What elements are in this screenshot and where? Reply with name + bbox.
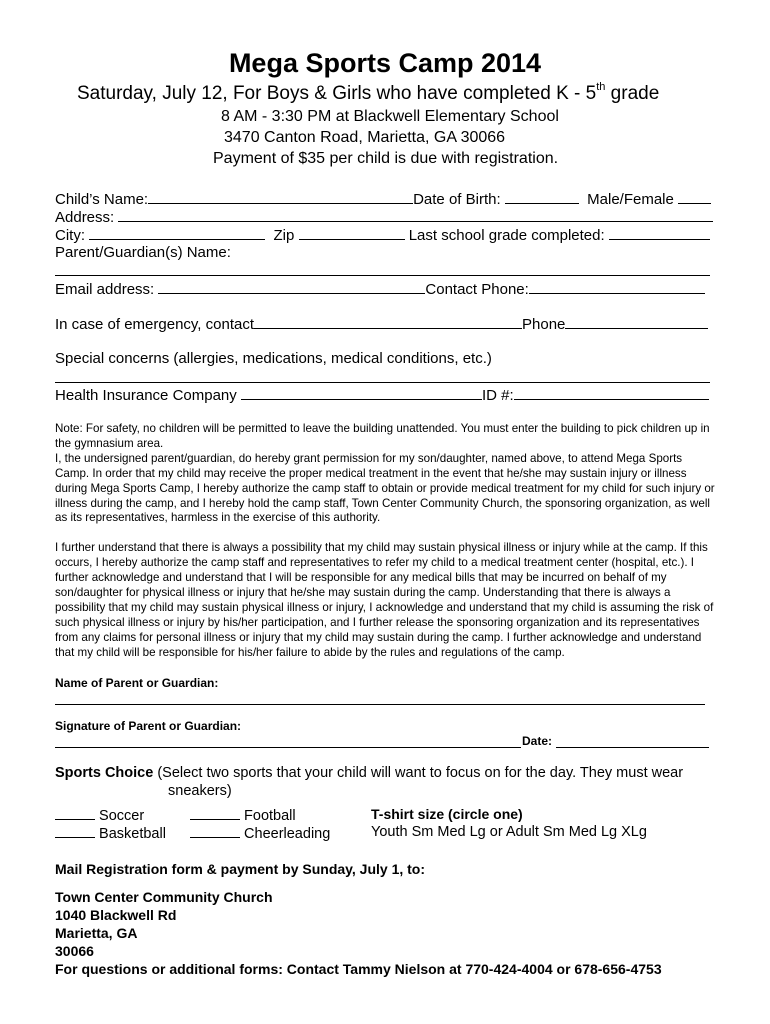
email-field[interactable]: [158, 280, 425, 294]
emergency-contact-field[interactable]: [254, 315, 522, 329]
football-option: [190, 806, 296, 824]
contact-info: For questions or additional forms: Contact Tammy Nielson at 770-424-4004 or 678-656-4753: [55, 961, 662, 977]
special-concerns-label: Special concerns (allergies, medications, medical conditions, etc.): [55, 350, 492, 367]
last-grade-label: Last school grade completed:: [408, 227, 605, 244]
subtitle-superscript: th: [596, 81, 606, 93]
dob-label: Date of Birth:: [413, 191, 501, 208]
contact-phone-field[interactable]: [529, 280, 705, 294]
parent-name-label: Name of Parent or Guardian:: [55, 676, 219, 690]
mail-org: Town Center Community Church: [55, 889, 273, 905]
subtitle-text: Saturday, July 12, For Boys & Girls who have completed K - 5: [77, 83, 597, 104]
tshirt-heading: T-shirt size (circle one): [371, 806, 523, 822]
zip-label: Zip: [273, 227, 295, 244]
child-name-row: [55, 190, 711, 208]
special-concerns-field[interactable]: [55, 382, 710, 383]
event-subtitle: [77, 83, 659, 105]
mail-zip: 30066: [55, 943, 94, 959]
sports-choice-instruction-2: sneakers): [168, 783, 232, 799]
waiver-text: [55, 422, 717, 661]
city-row: [55, 226, 710, 244]
insurance-label: Health Insurance Company: [55, 387, 237, 404]
football-label: Football: [244, 808, 296, 824]
basketball-option: [55, 824, 166, 842]
emergency-label: In case of emergency, contact: [55, 316, 254, 333]
mail-street: 1040 Blackwell Rd: [55, 907, 177, 923]
page-title: Mega Sports Camp 2014: [228, 48, 542, 78]
soccer-blank[interactable]: [55, 806, 95, 820]
signature-field[interactable]: [55, 747, 521, 748]
contact-phone-label: Contact Phone:: [425, 281, 529, 298]
emergency-phone-field[interactable]: [565, 315, 708, 329]
sports-choice-row: [55, 765, 683, 781]
dob-field[interactable]: [505, 190, 579, 204]
liability-paragraph: I further understand that there is always a possibility that my child may sustain physical illness or injury while at the camp. If this occurs, I hereby authorize the camp staff and representatives to refer my child to a medical treatment center (hospital, etc.). I further acknowledge and understand that I will be responsible for any medical bills that may be incurred on behalf of my son/daughter for physical illness or injury that he/she may sustain during the camp. Understanding that there is always a possibility that my child may sustain physical illness or injury, I acknowledge and understand that my child is assuming the risk of such physical illness or injury by his/her participation, and I further release the sponsoring organization and its representatives from any claims for personal illness or injury that my child may sustain during the camp. I further acknowledge and understand that my child will be responsible for his/her failure to abide by the rules and regulations of the camp.: [55, 541, 714, 659]
parent-names-field[interactable]: [55, 275, 710, 276]
address-field[interactable]: [118, 208, 713, 222]
emergency-row: [55, 315, 708, 333]
tshirt-options[interactable]: Youth Sm Med Lg or Adult Sm Med Lg XLg: [371, 824, 647, 840]
subtitle-grade: grade: [605, 83, 660, 104]
date-label: Date:: [522, 734, 553, 748]
gender-field[interactable]: [678, 190, 711, 204]
city-field[interactable]: [89, 226, 265, 240]
cheerleading-label: Cheerleading: [244, 826, 331, 842]
safety-note: Note: For safety, no children will be permitted to leave the building unattended. You must enter the building to pick children up in the gymnasium area.: [55, 422, 710, 450]
emergency-phone-label: Phone: [522, 316, 566, 333]
basketball-blank[interactable]: [55, 824, 95, 838]
cheerleading-blank[interactable]: [190, 824, 240, 838]
football-blank[interactable]: [190, 806, 240, 820]
gender-label: Male/Female: [587, 191, 674, 208]
soccer-option: [55, 806, 144, 824]
parent-names-label: Parent/Guardian(s) Name:: [55, 244, 231, 261]
basketball-label: Basketball: [99, 826, 166, 842]
date-field[interactable]: [556, 747, 709, 748]
soccer-label: Soccer: [99, 808, 145, 824]
parent-name-field[interactable]: [55, 704, 705, 705]
last-grade-field[interactable]: [609, 226, 710, 240]
permission-paragraph: I, the undersigned parent/guardian, do hereby grant permission for my son/daughter, named above, to attend Mega Sports Camp. In order that my child may receive the proper medical treatment in the event that he/she may sustain injury or illness during Mega Sports Camp, I hereby authorize the camp staff to obtain or provide medical treatment for my child for such injury or illness during the camp, and I hereby hold the camp staff, Town Center Community Church, the sponsoring organization, as well as its representatives, harmless in the exercise of this authority.: [55, 451, 715, 525]
email-label: Email address:: [55, 281, 155, 298]
time-location: 8 AM - 3:30 PM at Blackwell Elementary School: [221, 108, 559, 125]
address-label: Address:: [55, 209, 115, 226]
address-row: [55, 208, 713, 226]
insurance-field[interactable]: [241, 386, 482, 400]
signature-label: Signature of Parent or Guardian:: [55, 719, 242, 733]
mail-city: Marietta, GA: [55, 925, 138, 941]
insurance-id-field[interactable]: [514, 386, 709, 400]
event-address: 3470 Canton Road, Marietta, GA 30066: [224, 129, 506, 146]
zip-field[interactable]: [299, 226, 405, 240]
sports-choice-heading: Sports Choice: [55, 765, 154, 781]
city-label: City:: [55, 227, 85, 244]
insurance-id-label: ID #:: [481, 387, 514, 404]
sports-choice-instruction: (Select two sports that your child will want to focus on for the day. They must wear: [153, 765, 684, 781]
email-row: [55, 280, 705, 298]
child-name-field[interactable]: [148, 190, 413, 204]
mail-heading: Mail Registration form & payment by Sunday, July 1, to:: [55, 861, 426, 877]
payment-note: Payment of $35 per child is due with registration.: [213, 150, 559, 167]
insurance-row: [55, 386, 709, 404]
child-name-label: Child’s Name:: [55, 191, 149, 208]
cheerleading-option: [190, 824, 330, 842]
